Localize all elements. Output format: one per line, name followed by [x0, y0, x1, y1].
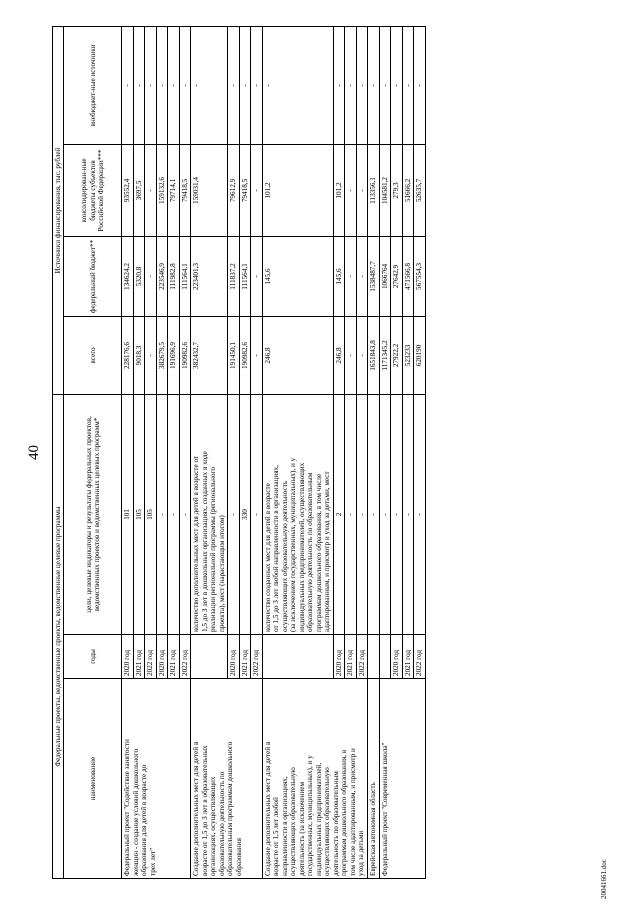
goal-cell — [379, 394, 390, 634]
federal-cell: 223401,3 — [191, 236, 228, 316]
goal-cell — [191, 394, 228, 634]
goal-line: (за исключением государственных, муниципальных), и у — [289, 457, 298, 632]
total-cell: 190982,6 — [179, 316, 190, 394]
goal-cell — [368, 394, 379, 634]
name-line: Создание дополнительных мест для детей в — [192, 741, 201, 876]
consolidated-cell: - — [356, 144, 367, 236]
indicator-value: - — [180, 513, 189, 516]
name-line: государственных, муниципальных), и у — [306, 755, 315, 876]
year-cell: 2021 год — [168, 635, 179, 679]
federal-cell: - — [251, 236, 262, 316]
total-cell: 191450,1 — [228, 316, 239, 394]
name-line: осуществляющих образовательную — [289, 767, 298, 876]
name-line: программам дошкольного образования, в — [340, 749, 349, 876]
offbudget-cell: - — [402, 26, 413, 144]
goal-cell — [356, 394, 367, 634]
total-cell: 382679,5 — [156, 316, 167, 394]
name-line: образовательную деятельность по — [217, 771, 226, 876]
total-cell: 228176,6 — [122, 316, 133, 394]
name-line: Федеральный проект "Содействие занятости — [123, 739, 132, 876]
indicator-value: - — [403, 513, 412, 516]
document-code: 20041661.doc — [600, 859, 608, 899]
funding-header: Источники финансирования, тыс. рублей — [53, 26, 64, 394]
federal-cell: 134624,2 — [122, 236, 133, 316]
federal-cell: 111564,1 — [239, 236, 250, 316]
federal-cell: - — [356, 236, 367, 316]
row-name-cell — [379, 679, 425, 879]
year-cell — [262, 635, 333, 679]
total-cell: 1651843,8 — [368, 316, 379, 394]
indicator-value: 2 — [334, 512, 343, 517]
offbudget-cell: - — [356, 26, 367, 144]
offbudget-cell: - — [251, 26, 262, 144]
goal-cell — [133, 394, 144, 634]
offbudget-cell: - — [345, 26, 356, 144]
total-cell: 382432,7 — [191, 316, 228, 394]
indicator-value: - — [392, 513, 401, 516]
goal-line: проекта), мест (нарастающим итогом) — [217, 515, 226, 632]
consolidated-cell: 159031,4 — [191, 144, 228, 236]
indicator-value: - — [252, 513, 261, 516]
indicator-value: - — [380, 513, 389, 516]
offbudget-cell: - — [239, 26, 250, 144]
total-cell: - — [345, 316, 356, 394]
federal-cell: 111982,8 — [168, 236, 179, 316]
total-cell: 27922,2 — [391, 316, 402, 394]
offbudget-cell: - — [145, 26, 156, 144]
offbudget-cell: - — [414, 26, 425, 144]
goal-cell — [156, 394, 167, 634]
total-cell: 620190 — [414, 316, 425, 394]
total-cell: 246,8 — [262, 316, 333, 394]
row-name-cell — [262, 679, 367, 879]
federal-cell: 1538487,7 — [368, 236, 379, 316]
year-cell: 2022 год — [414, 635, 425, 679]
total-cell: 246,8 — [333, 316, 344, 394]
indicator-value: - — [157, 513, 166, 516]
goal-line: 1,5 до 3 лет в дошкольных организациях, созданных в ходе — [200, 451, 209, 632]
consolidated-cell: 52635,7 — [414, 144, 425, 236]
year-cell — [191, 635, 228, 679]
indicator-value: - — [169, 513, 178, 516]
name-line: возрасте от 1,5 до 3 лет в образовательных — [200, 745, 209, 876]
goal-cell — [251, 394, 262, 634]
offbudget-cell: - — [133, 26, 144, 144]
consolidated-cell: 113356,1 — [368, 144, 379, 236]
col-total-header: всего — [64, 316, 122, 394]
name-line: организациях, осуществляющих — [209, 776, 218, 876]
goal-line: количество созданных мест для детей в возрасте — [263, 483, 272, 632]
goal-line: адаптированным, и присмотр и уход за детьми, мест — [323, 471, 332, 632]
table-row — [191, 26, 228, 878]
federal-cell: 111837,2 — [228, 236, 239, 316]
consolidated-cell: 159132,6 — [156, 144, 167, 236]
name-line: Еврейская автономная область — [369, 782, 378, 876]
total-cell: 191696,9 — [168, 316, 179, 394]
consolidated-cell: - — [251, 144, 262, 236]
col-offbudget-header: внебюджет-ные источники — [64, 26, 122, 144]
indicator-value: - — [369, 513, 378, 516]
year-cell: 2022 год — [356, 635, 367, 679]
year-cell — [379, 635, 390, 679]
year-cell: 2022 год — [179, 635, 190, 679]
name-line: индивидуальных предпринимателей, — [314, 762, 323, 876]
goal-line: образовательную деятельность по образовательным — [306, 472, 315, 632]
indicator-value: - — [229, 513, 238, 516]
name-line: том числе адаптированным, и присмотр и — [348, 748, 357, 876]
consolidated-cell: 3697,5 — [133, 144, 144, 236]
offbudget-cell: - — [262, 26, 333, 144]
col-federal-header: федеральный бюджет** — [64, 236, 122, 316]
goal-cell — [168, 394, 179, 634]
offbudget-cell: - — [156, 26, 167, 144]
total-cell: - — [251, 316, 262, 394]
consolidated-cell: - — [345, 144, 356, 236]
indicator-value: - — [415, 513, 424, 516]
goal-line: реализации региональной программы (регионального — [209, 467, 218, 632]
total-cell: 1171345,2 — [379, 316, 390, 394]
goal-line: индивидуальных предпринимателей, осуществляющих — [297, 462, 306, 632]
total-cell: 523233 — [402, 316, 413, 394]
name-line: женщин - создание условий дошкольного — [131, 748, 140, 876]
consolidated-cell: - — [145, 144, 156, 236]
federal-cell: 471566,8 — [402, 236, 413, 316]
total-cell: - — [356, 316, 367, 394]
federal-cell: 145,6 — [333, 236, 344, 316]
table-body — [122, 26, 425, 878]
goal-line: программам дошкольного образования, в том числе — [314, 473, 323, 632]
goal-cell — [122, 394, 133, 634]
name-line: образования — [234, 838, 243, 876]
table-row — [122, 26, 133, 878]
indicator-value: 101 — [123, 509, 132, 520]
offbudget-cell: - — [379, 26, 390, 144]
federal-cell: 111564,1 — [179, 236, 190, 316]
consolidated-cell: 93552,4 — [122, 144, 133, 236]
name-line: трех лет" — [148, 847, 157, 876]
table-row — [262, 26, 333, 878]
goal-cell — [145, 394, 156, 634]
year-cell: 2022 год — [251, 635, 262, 679]
col-years-header: годы — [64, 635, 122, 679]
goal-line: осуществляющих образовательную деятельность — [280, 480, 289, 632]
row-name-cell — [122, 679, 191, 879]
indicator-value: - — [357, 513, 366, 516]
consolidated-cell: 79714,1 — [168, 144, 179, 236]
group-header: Федеральные проекты, ведомственные проекты, ведомственные целевые программы — [53, 394, 64, 878]
col-consolidated-header: консолидирован-ные бюджеты субъектов Российской Федерации*** — [64, 144, 122, 236]
goal-cell — [179, 394, 190, 634]
name-line: направленности в организациях, — [280, 776, 289, 876]
total-cell: - — [145, 316, 156, 394]
offbudget-cell: - — [168, 26, 179, 144]
offbudget-cell: - — [179, 26, 190, 144]
federal-cell: 27642,9 — [391, 236, 402, 316]
federal-cell: - — [145, 236, 156, 316]
federal-cell: 1066764 — [379, 236, 390, 316]
offbudget-cell: - — [228, 26, 239, 144]
federal-cell: - — [345, 236, 356, 316]
year-cell: 2020 год — [156, 635, 167, 679]
financing-table — [52, 26, 426, 879]
name-line: образовательным программам дошкольного — [226, 741, 235, 876]
federal-cell: 145,6 — [262, 236, 333, 316]
name-line: деятельность (за исключением — [297, 781, 306, 876]
year-cell: 2020 год — [391, 635, 402, 679]
goal-line: от 1,5 до 3 лет любой направленности в организациях, — [272, 465, 281, 632]
year-cell: 2020 год — [228, 635, 239, 679]
consolidated-cell: 279,3 — [391, 144, 402, 236]
offbudget-cell: - — [368, 26, 379, 144]
table-row — [379, 26, 390, 878]
name-line: Федеральный проект "Современная школа" — [380, 742, 389, 876]
goal-line: количество дополнительных мест для детей в возрасте от — [192, 455, 201, 632]
offbudget-cell: - — [391, 26, 402, 144]
consolidated-cell: 79418,5 — [179, 144, 190, 236]
goal-cell — [402, 394, 413, 634]
goal-cell — [345, 394, 356, 634]
name-line: деятельность по образовательным — [331, 771, 340, 876]
page-number: 40 — [26, 445, 42, 460]
indicator-value: - — [346, 513, 355, 516]
goal-cell — [391, 394, 402, 634]
year-cell: 2022 год — [145, 635, 156, 679]
goal-cell — [333, 394, 344, 634]
year-cell — [368, 635, 379, 679]
year-cell: 2020 год — [333, 635, 344, 679]
federal-cell: 5320,8 — [133, 236, 144, 316]
offbudget-cell: - — [333, 26, 344, 144]
federal-cell: 223546,9 — [156, 236, 167, 316]
row-name-cell — [368, 679, 379, 879]
year-cell: 2021 год — [133, 635, 144, 679]
name-line: возрасте от 1,5 лет любой — [272, 797, 281, 876]
col-name-header: наименование — [64, 679, 122, 879]
year-cell: 2021 год — [345, 635, 356, 679]
consolidated-cell: 104581,2 — [379, 144, 390, 236]
year-cell: 2020 год — [122, 635, 133, 679]
name-line: уход за детьми — [357, 830, 366, 876]
consolidated-cell: 101,2 — [262, 144, 333, 236]
consolidated-cell: 51666,2 — [402, 144, 413, 236]
goal-cell — [414, 394, 425, 634]
indicator-value: 330 — [240, 509, 249, 520]
year-cell: 2021 год — [239, 635, 250, 679]
table-row — [368, 26, 379, 878]
year-cell: 2021 год — [402, 635, 413, 679]
total-cell: 190982,6 — [239, 316, 250, 394]
federal-cell: 567554,3 — [414, 236, 425, 316]
name-line: образования для детей в возрасте до — [140, 764, 149, 876]
indicator-value: 105 — [134, 509, 143, 520]
goal-cell — [262, 394, 333, 634]
col-goals-header: цели, целевые индикаторы и результаты федеральных проектов, ведомственных проектов и ведомственных целевых программ* — [64, 394, 122, 634]
consolidated-cell: 101,2 — [333, 144, 344, 236]
offbudget-cell: - — [122, 26, 133, 144]
consolidated-cell: 79418,5 — [239, 144, 250, 236]
offbudget-cell: - — [191, 26, 228, 144]
name-line: Создание дополнительных мест для детей в — [263, 741, 272, 876]
indicator-value: 105 — [146, 509, 155, 520]
goal-cell — [228, 394, 239, 634]
row-name-cell — [191, 679, 262, 879]
total-cell: 9018,3 — [133, 316, 144, 394]
name-line: осуществляющих образовательную — [323, 767, 332, 876]
goal-cell — [239, 394, 250, 634]
consolidated-cell: 79612,9 — [228, 144, 239, 236]
